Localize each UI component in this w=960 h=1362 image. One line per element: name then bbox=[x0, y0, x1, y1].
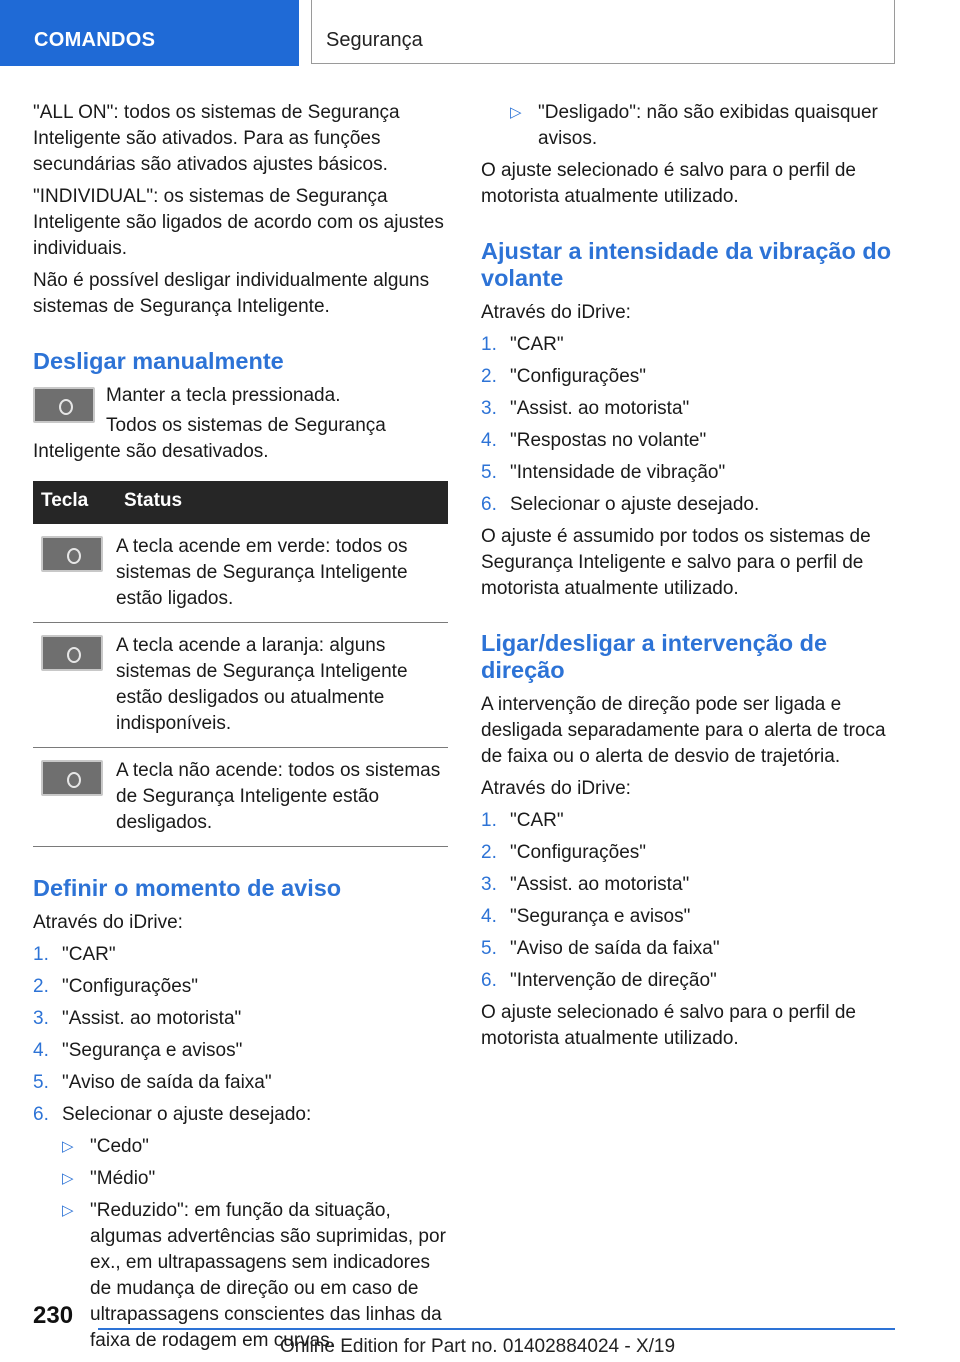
steps-list-vibracao bbox=[481, 332, 895, 518]
table-row bbox=[33, 524, 448, 623]
heading-definir-momento: Definir o momento de aviso bbox=[33, 875, 342, 901]
paragraph-all-on: "ALL ON": todos os sistemas de Segurança Inteligente são ativados. Para as funções secundárias são ativados ajustes básicos. bbox=[33, 102, 400, 175]
assumed-text: O ajuste é assumido por todos os sistemas de Segurança Inteligente e salvo para o perfil de motorista atualmente utilizado. bbox=[481, 526, 871, 599]
paragraph-not-possible: Não é possível desligar individualmente alguns sistemas de Segurança Inteligente. bbox=[33, 270, 430, 317]
list-item: 6. Selecionar o ajuste desejado. bbox=[481, 494, 760, 515]
header-topic-label: Segurança bbox=[326, 29, 423, 51]
options-list-continued bbox=[510, 100, 895, 152]
right-column bbox=[481, 100, 895, 1058]
header-topic-box bbox=[311, 0, 895, 64]
list-item: 4. "Segurança e avisos" bbox=[481, 906, 691, 927]
heading-vibracao: Ajustar a intensidade da vibração do volante bbox=[481, 238, 892, 291]
table-row bbox=[33, 623, 448, 748]
heading-intervencao: Ligar/desligar a intervenção de direção bbox=[481, 630, 828, 683]
table-cell-status: A tecla não acende: todos os sistemas de Segurança Inteligente estão desligados. bbox=[116, 748, 448, 847]
list-item: 5. "Intensidade de vibração" bbox=[481, 462, 726, 483]
page-number: 230 bbox=[33, 1302, 74, 1329]
list-item: 3. "Assist. ao motorista" bbox=[33, 1008, 242, 1029]
key-instruction bbox=[33, 383, 448, 427]
list-item: ▷ "Médio" bbox=[62, 1166, 448, 1192]
list-item: 6. "Intervenção de direção" bbox=[481, 970, 717, 991]
manter-text: Manter a tecla pressionada. bbox=[106, 385, 341, 406]
list-item: 1. "CAR" bbox=[481, 810, 564, 831]
key-green-icon bbox=[41, 536, 103, 572]
table-header-status: Status bbox=[116, 481, 448, 524]
left-column bbox=[33, 100, 448, 1360]
list-item: ▷ "Cedo" bbox=[62, 1134, 448, 1160]
list-item: 4. "Segurança e avisos" bbox=[33, 1040, 243, 1061]
list-item: 6. Selecionar o ajuste desejado: ▷ "Cedo" ▷ "Médio" ▷ "Reduzido": em função da situação, algumas advertências são suprimidas, por ex., em ultrapassagens sem indicadores de mudança de direção ou em caso de ultrapassagens conscientes das linhas da faixa de rodagem em curvas. bbox=[33, 1102, 448, 1354]
header-section-label: COMANDOS bbox=[34, 29, 156, 51]
saved-text-2: O ajuste selecionado é salvo para o perfil de motorista atualmente utilizado. bbox=[481, 1002, 856, 1049]
status-table bbox=[33, 481, 448, 847]
options-list bbox=[62, 1134, 448, 1354]
list-item: 2. "Configurações" bbox=[33, 976, 199, 997]
triangle-bullet-icon: ▷ bbox=[62, 1170, 74, 1187]
list-item: 2. "Configurações" bbox=[481, 366, 647, 387]
saved-text-1: O ajuste selecionado é salvo para o perfil de motorista atualmente utilizado. bbox=[481, 160, 856, 207]
idrive-intro: Através do iDrive: bbox=[481, 302, 631, 323]
steps-list-intervencao bbox=[481, 808, 895, 994]
steps-list-aviso bbox=[33, 942, 448, 1354]
list-item: 5. "Aviso de saída da faixa" bbox=[33, 1072, 272, 1093]
list-item: 1. "CAR" bbox=[33, 944, 116, 965]
table-header-tecla: Tecla bbox=[33, 481, 116, 524]
footer-rule bbox=[98, 1328, 895, 1330]
footer-edition: Online Edition for Part no. 01402884024 - X/19 bbox=[280, 1336, 676, 1357]
list-item: 3. "Assist. ao motorista" bbox=[481, 398, 690, 419]
list-item: 2. "Configurações" bbox=[481, 842, 647, 863]
key-off-icon bbox=[41, 760, 103, 796]
heading-desligar-manualmente: Desligar manualmente bbox=[33, 348, 284, 374]
list-item: 3. "Assist. ao motorista" bbox=[481, 874, 690, 895]
header-section-tab bbox=[0, 0, 299, 66]
list-item: ▷ "Desligado": não são exibidas quaisquer avisos. bbox=[510, 102, 878, 149]
idrive-intro: Através do iDrive: bbox=[33, 912, 183, 933]
table-cell-status: A tecla acende a laranja: alguns sistemas de Segurança Inteligente estão desligados ou atualmente indisponíveis. bbox=[116, 623, 448, 748]
idrive-intro: Através do iDrive: bbox=[481, 778, 631, 799]
key-orange-icon bbox=[41, 635, 103, 671]
intervencao-text: A intervenção de direção pode ser ligada e desligada separadamente para o alerta de troca de faixa ou o alerta de desvio de trajetória. bbox=[481, 694, 886, 767]
table-row bbox=[33, 748, 448, 847]
todos-desativados-text: Todos os sistemas de Segurança Inteligente são desativados. bbox=[33, 415, 386, 462]
list-item: 5. "Aviso de saída da faixa" bbox=[481, 938, 720, 959]
list-item: 4. "Respostas no volante" bbox=[481, 430, 707, 451]
list-item: 1. "CAR" bbox=[481, 334, 564, 355]
triangle-bullet-icon: ▷ bbox=[62, 1202, 74, 1219]
list-item: ▷ "Reduzido": em função da situação, algumas advertências são suprimidas, por ex., em ultrapassagens sem indicadores de mudança de direção ou em caso de ultrapassagens conscientes das linhas da faixa de rodagem em curvas. bbox=[62, 1200, 446, 1351]
paragraph-individual: "INDIVIDUAL": os sistemas de Segurança Inteligente são ligados de acordo com os ajustes individuais. bbox=[33, 186, 444, 259]
triangle-bullet-icon: ▷ bbox=[62, 1138, 74, 1155]
triangle-bullet-icon: ▷ bbox=[510, 104, 522, 121]
intelligent-safety-key-icon bbox=[33, 387, 95, 423]
table-cell-status: A tecla acende em verde: todos os sistemas de Segurança Inteligente estão ligados. bbox=[116, 524, 448, 623]
